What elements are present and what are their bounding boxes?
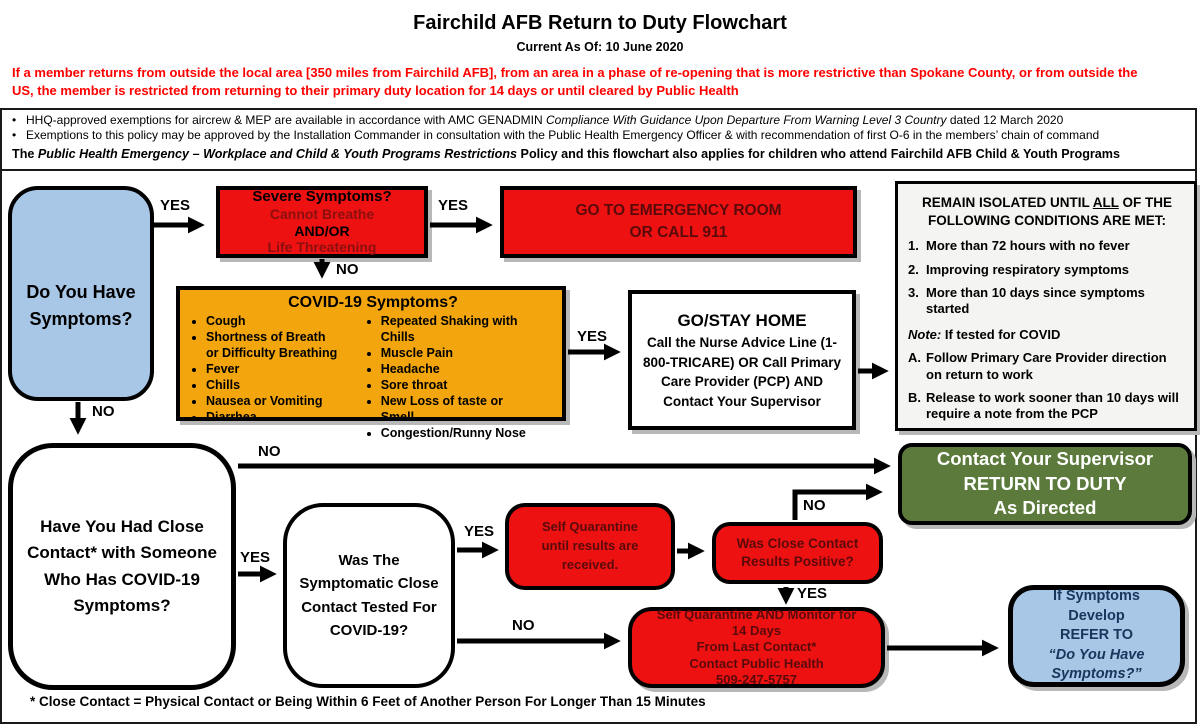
iso-note-text: If tested for COVID (941, 327, 1061, 343)
q14-line4: Contact Public Health (689, 655, 824, 671)
policy-bullet-1 (12, 113, 1187, 128)
q14-line1: Self Quarantine AND Monitor for (656, 606, 857, 622)
page-title: Fairchild AFB Return to Duty Flowchart (413, 12, 787, 34)
symptom-item: • Sore throat (381, 377, 556, 393)
iso-text: Release to work sooner than 10 days will require a note from the PCP (926, 389, 1179, 422)
applies-pre: The (12, 146, 38, 161)
iso-num: 3. (908, 284, 919, 300)
remain-isolated-title (908, 194, 1186, 230)
return-duty-line3: As Directed (993, 497, 1097, 519)
edge-label-yes-covid: YES (577, 328, 608, 345)
if-symptoms-refer: REFER TO (1059, 627, 1134, 644)
if-symptoms-quote: “Do You Have Symptoms?” (1048, 646, 1145, 683)
severe-andor: AND/OR (294, 222, 350, 239)
symptom-item: • Diarrhea (206, 409, 365, 425)
bullet1-tail: dated 12 March 2020 (946, 113, 1064, 127)
symptom-item: • New Loss of taste or Smell (381, 393, 533, 425)
symptom-item: • Congestion/Runny Nose (381, 425, 556, 441)
emergency-line2: OR CALL 911 (629, 224, 728, 241)
if-symptoms-line1: If Symptoms Develop (1052, 588, 1140, 624)
severe-life-threatening: Life Threatening (267, 239, 377, 256)
symptom-item: • Shortness of Breath or Difficulty Breathing (206, 329, 338, 361)
q14-line5: 509-247-5757 (716, 671, 797, 687)
iso-letter-b (908, 390, 1186, 423)
quarantine-results-text: Self Quarantine until results are received. (541, 519, 639, 572)
edge-label-no-results: NO (803, 497, 826, 514)
iso-condition-3 (908, 285, 1186, 318)
node-symptomatic-tested-question (283, 503, 455, 688)
symptom-item: • Fever (206, 361, 365, 377)
covid-symptom-columns (190, 313, 556, 441)
return-duty-line1: Contact Your Supervisor (936, 447, 1154, 469)
bullet1-italic: Compliance With Guidance Upon Departure From Warning Level 3 Country (545, 113, 947, 127)
go-stay-home-body (642, 333, 842, 411)
edge-label-yes-severe: YES (438, 197, 469, 214)
edge-label-yes-results: YES (797, 585, 828, 602)
iso-text: More than 72 hours with no fever (926, 238, 1130, 254)
symptom-item: • Repeated Shaking with Chills (381, 313, 539, 345)
symptom-item: • Muscle Pain (381, 345, 556, 361)
edge-label-yes-symptoms: YES (160, 197, 191, 214)
iso-note-label: Note: (908, 327, 942, 343)
iso-note (908, 327, 1186, 342)
edge-label-no-close-contact: NO (258, 443, 281, 460)
node-severe-symptoms (216, 186, 428, 258)
node-do-you-have-symptoms (8, 186, 154, 401)
covid-symptoms-left-list (190, 313, 365, 441)
bullet1-text: HHQ-approved exemptions for aircrew & MEP are available in accordance with AMC GENADMIN (26, 113, 546, 127)
emergency-line1: GO TO EMERGENCY ROOM (575, 201, 782, 219)
severe-cannot-breathe: Cannot Breathe (269, 205, 375, 222)
iso-title-all: ALL (1092, 195, 1119, 210)
iso-letter-a (908, 350, 1186, 383)
node-go-stay-home (628, 290, 856, 430)
edge-label-yes-tested: YES (464, 523, 495, 540)
bullet-icon: • (12, 113, 17, 127)
close-contact-footnote: * Close Contact = Physical Contact or Being Within 6 Feet of Another Person For Longer Than 15 Minutes (30, 694, 706, 709)
gostay-or: OR (738, 354, 759, 370)
node-emergency-room (500, 186, 857, 258)
node-close-contact-question (8, 443, 236, 690)
do-you-have-symptoms-text: Do You Have Symptoms? (26, 281, 136, 329)
bullet-icon: • (12, 128, 17, 143)
applies-tail: Policy and this flowchart also applies for children who attend Fairchild AFB Child & Youth Programs (517, 146, 1120, 161)
iso-num: B. (908, 389, 921, 405)
edge-label-no-severe: NO (336, 261, 359, 278)
iso-condition-1 (908, 238, 1186, 254)
gostay-and: AND (793, 374, 824, 390)
symptom-item: • Chills (206, 377, 365, 393)
iso-num: 1. (908, 238, 919, 254)
node-if-symptoms-develop (1008, 585, 1185, 687)
node-results-positive-question (712, 522, 883, 584)
return-duty-line2: RETURN TO DUTY (963, 472, 1127, 494)
edge-label-no-tested: NO (512, 617, 535, 634)
node-covid-symptoms (176, 286, 566, 440)
iso-text: Follow Primary Care Provider direction on return to work (926, 350, 1167, 382)
applies-italic: Public Health Emergency – Workplace and Child & Youth Programs Restrictions (37, 146, 518, 161)
policy-bullet-2 (12, 128, 1187, 143)
gostay-seg5: Contact Your Supervisor (663, 393, 821, 409)
edge-label-yes-close-contact: YES (240, 549, 271, 566)
iso-text: Improving respiratory symptoms (926, 261, 1129, 277)
symptom-item: • Nausea or Vomiting (206, 393, 365, 409)
severe-title: Severe Symptoms? (252, 187, 392, 205)
results-positive-text: Was Close Contact Results Positive? (736, 535, 859, 569)
covid-symptoms-right-list (365, 313, 556, 441)
q14-line2: 14 Days (731, 623, 782, 639)
iso-num: 2. (908, 261, 919, 277)
node-self-quarantine-results (505, 503, 675, 590)
go-stay-home-title: GO/STAY HOME (677, 310, 807, 330)
iso-title-post: OF THE FOLLOWING CONDITIONS ARE MET: (928, 195, 1172, 229)
symptom-item: • Headache (381, 361, 556, 377)
iso-condition-2 (908, 262, 1186, 278)
gostay-seg1: Call the Nurse Advice Line (1-800-TRICARE) (642, 335, 838, 370)
tested-text: Was The Symptomatic Close Contact Tested For COVID-19? (299, 552, 439, 639)
page-subtitle: Current As Of: 10 June 2020 (516, 40, 684, 54)
symptom-item: • Cough (206, 313, 326, 329)
travel-warning-text: If a member returns from outside the local area [350 miles from Fairchild AFB], from an area in a phase of re-opening that is more restrictive than Spokane County, or from outside the US, the member is restricted from returning to their primary duty location for 14 days or until cleared by Public Health (12, 65, 1138, 98)
q14-line3: From Last Contact* (696, 639, 817, 655)
policy-notes-box (0, 108, 1197, 171)
node-self-quarantine-14-days (628, 607, 885, 688)
iso-num: A. (908, 350, 921, 366)
policy-applies-line (12, 146, 1187, 162)
node-remain-isolated (895, 181, 1197, 431)
gostay-seg3: Call Primary Care Provider (PCP) (660, 354, 842, 390)
edge-label-no-symptoms: NO (92, 403, 115, 420)
bullet2-text: Exemptions to this policy may be approved by the Installation Commander in consultation with the Public Health Emergency Officer & with recommendation of first O-6 in the members’ chain of command (26, 128, 1100, 143)
close-contact-text: Have You Had Close Contact* with Someone Who Has COVID-19 Symptoms? (27, 516, 217, 615)
covid-symptoms-title: COVID-19 Symptoms? (288, 294, 458, 311)
iso-title-pre: REMAIN ISOLATED UNTIL (922, 195, 1093, 210)
iso-text: More than 10 days since symptoms started (926, 284, 1145, 317)
node-return-to-duty (898, 443, 1192, 525)
